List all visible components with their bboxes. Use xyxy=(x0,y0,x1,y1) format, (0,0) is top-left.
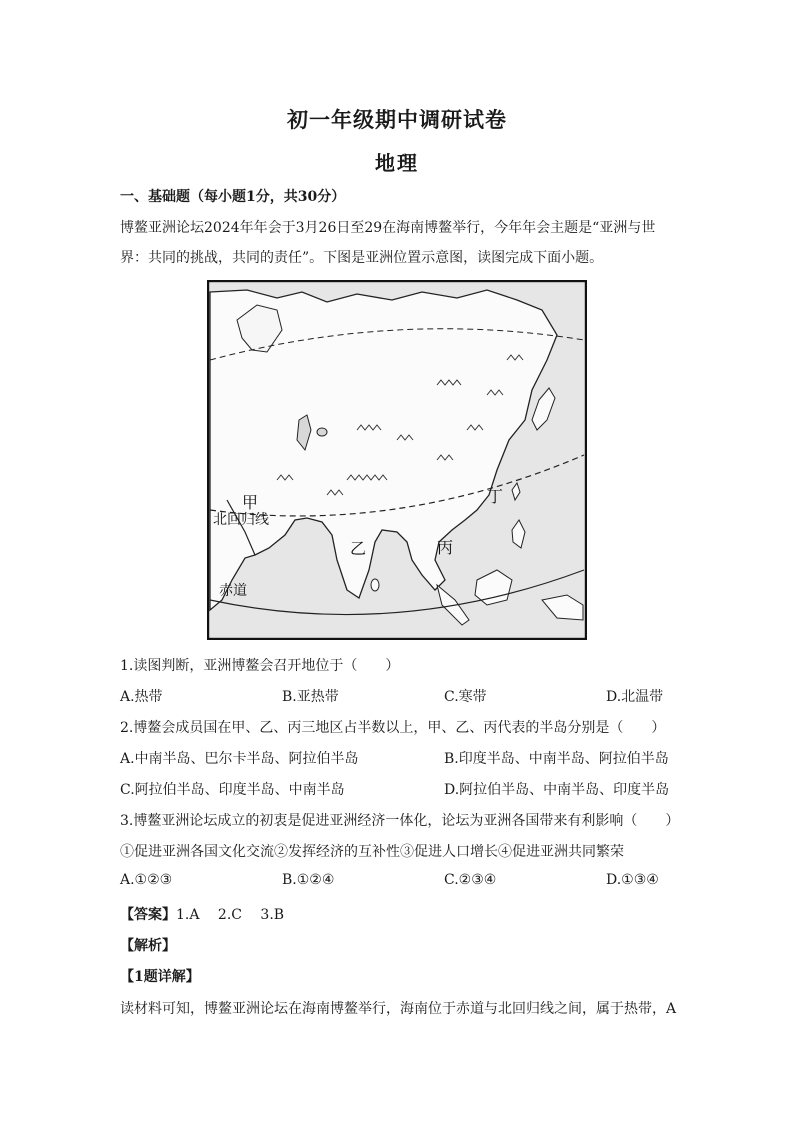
page-title: 初一年级期中调研试卷 xyxy=(287,107,507,132)
question-1-stem: 1.读图判断，亚洲博鳌会召开地位于（ ） xyxy=(120,658,400,674)
answer-text: 1.A 2.C 3.B xyxy=(176,907,285,923)
label-yi: 乙 xyxy=(350,539,367,558)
q3-option-c: C.②③④ xyxy=(444,872,497,888)
detail-1-label: 【1题详解】 xyxy=(120,969,200,985)
explanation-line-1: 读材料可知，博鳌亚洲论坛在海南博鳌举行，海南位于赤道与北回归线之间，属于热带，A xyxy=(120,1001,677,1017)
q2-option-a: A.中南半岛、巴尔卡半岛、阿拉伯半岛 xyxy=(120,751,359,767)
question-3-sub: ①促进亚洲各国文化交流②发挥经济的互补性③促进人口增长④促进亚洲共同繁荣 xyxy=(120,844,624,860)
q2-option-d: D.阿拉伯半岛、中南半岛、印度半岛 xyxy=(444,782,670,798)
intro-line-2: 界：共同的挑战，共同的责任”。下图是亚洲位置示意图，读图完成下面小题。 xyxy=(120,250,604,266)
q1-option-d: D.北温带 xyxy=(606,689,664,705)
lake xyxy=(317,428,327,436)
section-heading: 一、基础题（每小题1分，共30分） xyxy=(120,189,346,205)
sri-lanka xyxy=(371,579,379,591)
intro-line-1: 博鳌亚洲论坛2024年年会于3月26日至29在海南博鳌举行，今年年会主题是“亚洲与世 xyxy=(120,220,656,236)
label-jia: 甲 xyxy=(242,493,259,512)
asia-location-map xyxy=(207,280,587,640)
label-equator: 赤道 xyxy=(219,583,247,599)
subject-title: 地理 xyxy=(375,151,419,175)
q1-option-a: A.热带 xyxy=(120,689,163,705)
answer-label: 【答案】 xyxy=(120,907,176,923)
answer-line xyxy=(120,904,284,924)
q2-option-c: C.阿拉伯半岛、印度半岛、中南半岛 xyxy=(120,782,345,798)
question-2-stem: 2.博鳌会成员国在甲、乙、丙三地区占半数以上，甲、乙、丙代表的半岛分别是（ ） xyxy=(120,720,666,736)
q2-option-b: B.印度半岛、中南半岛、阿拉伯半岛 xyxy=(444,751,669,767)
q3-option-a: A.①②③ xyxy=(120,872,173,888)
analysis-label: 【解析】 xyxy=(120,938,176,954)
label-tropic: 北回归线 xyxy=(213,512,269,528)
label-ding: 丁 xyxy=(487,487,504,506)
q1-option-b: B.亚热带 xyxy=(282,689,339,705)
label-bing: 丙 xyxy=(437,538,454,557)
q3-option-b: B.①②④ xyxy=(282,872,335,888)
q1-option-c: C.寒带 xyxy=(444,689,487,705)
question-3-stem: 3.博鳌亚洲论坛成立的初衷是促进亚洲经济一体化，论坛为亚洲各国带来有利影响（ ） xyxy=(120,813,680,829)
q3-option-d: D.①③④ xyxy=(606,872,659,888)
